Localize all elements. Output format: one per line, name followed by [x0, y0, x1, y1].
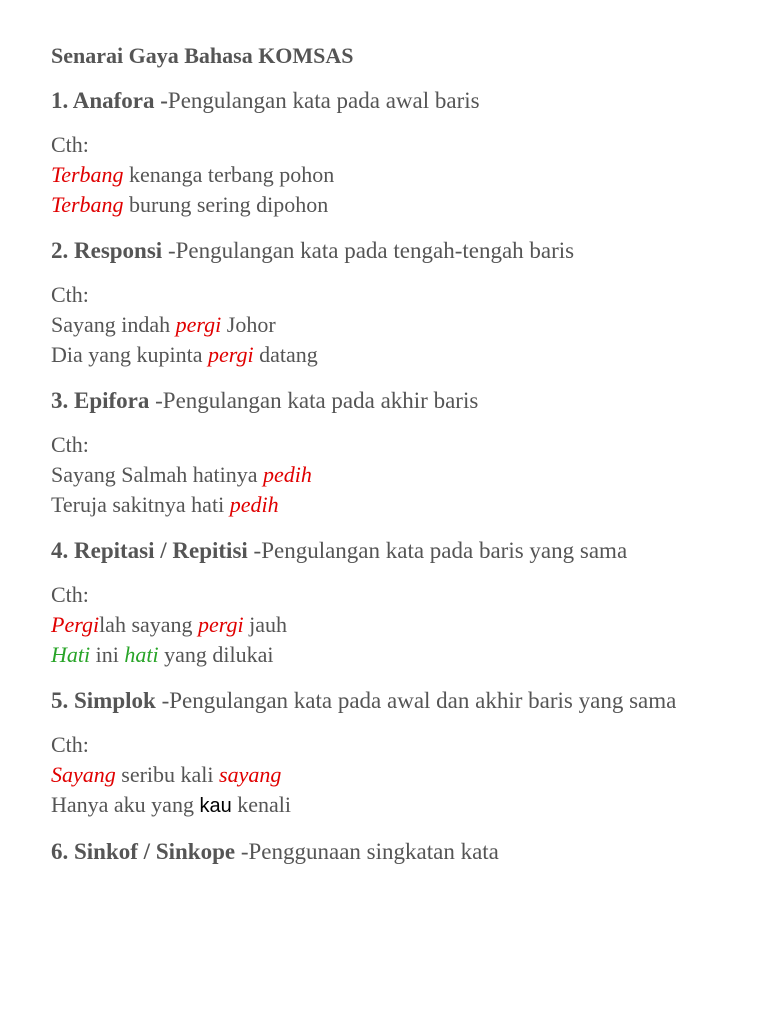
entry-term: 5. Simplok — [51, 688, 156, 713]
style-entry — [51, 686, 711, 821]
style-entry — [51, 236, 711, 370]
example-line — [51, 310, 711, 340]
example-text: Dia yang kupinta — [51, 342, 209, 367]
example-label: Cth: — [51, 132, 89, 157]
entry-definition: -Pengulangan kata pada tengah-tengah baris — [162, 238, 575, 263]
example-line — [51, 460, 711, 490]
highlighted-word: pergi — [198, 612, 244, 637]
entry-heading — [51, 86, 711, 116]
entry-heading — [51, 837, 711, 867]
example-label: Cth: — [51, 732, 89, 757]
example-label: Cth: — [51, 582, 89, 607]
document-title: Senarai Gaya Bahasa KOMSAS — [51, 43, 354, 68]
entry-definition: -Pengulangan kata pada baris yang sama — [247, 538, 628, 563]
highlighted-word: pedih — [263, 462, 312, 487]
highlighted-word: pergi — [208, 342, 254, 367]
entry-definition: -Pengulangan kata pada akhir baris — [149, 388, 479, 413]
highlighted-word: hati — [124, 642, 159, 667]
style-entry — [51, 386, 711, 520]
highlighted-word: Sayang — [51, 762, 116, 787]
example-line — [51, 340, 711, 370]
entry-term: 1. Anafora - — [51, 88, 168, 113]
highlighted-word: Pergi — [51, 612, 100, 637]
example-text: Sayang indah — [51, 312, 176, 337]
entry-term: 3. Epifora — [51, 388, 150, 413]
example-text: seribu kali — [115, 762, 220, 787]
example-text: lah sayang — [99, 612, 199, 637]
entry-heading — [51, 386, 711, 416]
example-text: Teruja sakitnya hati — [51, 492, 230, 517]
highlighted-word: kau — [199, 795, 232, 817]
example-text: yang dilukai — [158, 642, 274, 667]
style-list — [51, 86, 711, 867]
example-text: ini — [90, 642, 125, 667]
example-text: datang — [253, 342, 318, 367]
example-text: burung sering dipohon — [123, 192, 329, 217]
style-entry — [51, 86, 711, 220]
example-line — [51, 160, 711, 190]
style-entry — [51, 837, 711, 867]
example-label: Cth: — [51, 432, 89, 457]
example-text: Johor — [221, 312, 276, 337]
example-text: kenali — [231, 792, 291, 817]
example-text: jauh — [243, 612, 288, 637]
entry-term: 2. Responsi — [51, 238, 163, 263]
example-line — [51, 190, 711, 220]
highlighted-word: pergi — [175, 312, 222, 337]
example-text: kenanga terbang pohon — [123, 162, 335, 187]
entry-term: 4. Repitasi / Repitisi — [51, 538, 248, 563]
highlighted-word: Hati — [51, 642, 91, 667]
example-line — [51, 490, 711, 520]
example-line — [51, 640, 711, 670]
entry-term: 6. Sinkof / Sinkope — [51, 839, 236, 864]
example-label: Cth: — [51, 282, 89, 307]
entry-heading — [51, 236, 711, 266]
example-text: Sayang Salmah hatinya — [51, 462, 264, 487]
highlighted-word: sayang — [219, 762, 282, 787]
document — [51, 40, 711, 883]
entry-heading — [51, 536, 711, 566]
entry-definition: -Pengulangan kata pada awal dan akhir baris yang sama — [155, 688, 677, 713]
example-line — [51, 760, 711, 790]
entry-definition: -Penggunaan singkatan kata — [235, 839, 499, 864]
entry-definition: Pengulangan kata pada awal baris — [167, 88, 480, 113]
highlighted-word: Terbang — [51, 162, 124, 187]
example-text: Hanya aku yang — [51, 792, 200, 817]
style-entry — [51, 536, 711, 670]
example-line — [51, 610, 711, 640]
highlighted-word: pedih — [229, 492, 279, 517]
entry-heading — [51, 686, 711, 716]
example-line — [51, 790, 711, 821]
highlighted-word: Terbang — [51, 192, 124, 217]
